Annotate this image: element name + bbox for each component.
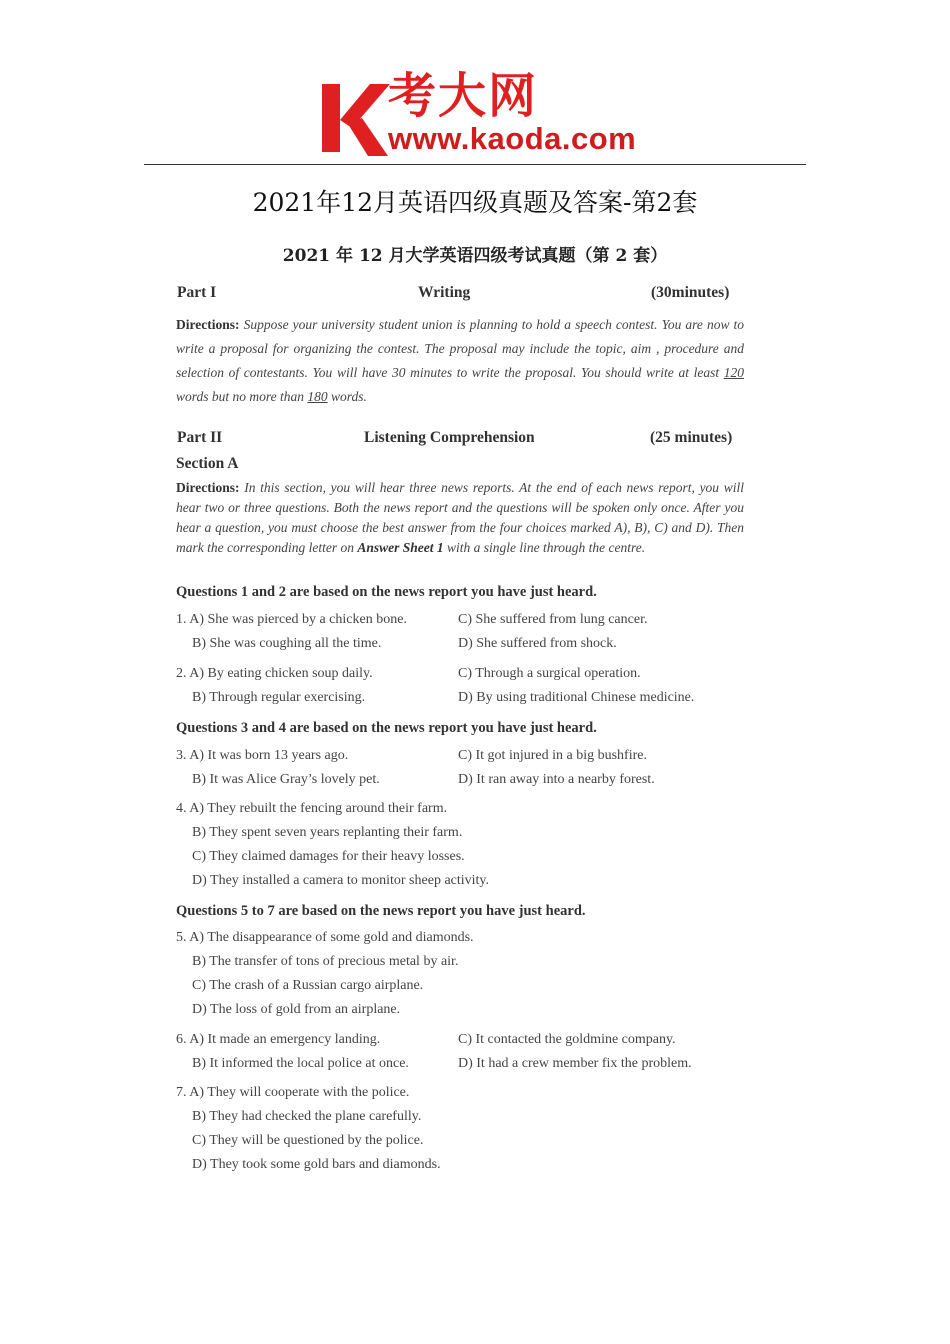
q1-option-c: C) She suffered from lung cancer. <box>458 612 648 627</box>
min-words: 120 <box>723 365 744 380</box>
q6-option-c: C) It contacted the goldmine company. <box>458 1032 676 1047</box>
logo-chinese-text: 考大网 <box>388 68 539 124</box>
page-title: 2021年12月英语四级真题及答案-第2套 <box>252 188 698 217</box>
q1-option-b: B) She was coughing all the time. <box>192 636 382 651</box>
directions-text: In this section, you will hear three news reports. At the end of each news report, you will hear two or three questions. Both the news report and the questions will be spoken only once. After you hear a question, you must choose the best answer from the four choices marked A), B), C) and D). Then mark the corresponding letter on Answer Sheet 1 with a single line through the centre. <box>176 480 745 555</box>
q4-option-b: B) They spent seven years replanting their farm. <box>192 825 463 840</box>
q5-option-a: 5. A) The disappearance of some gold and diamonds. <box>176 930 474 945</box>
exam-subtitle: 2021 年 12 月大学英语四级考试真题（第 2 套） <box>282 246 668 266</box>
q7-option-c: C) They will be questioned by the police. <box>192 1133 424 1148</box>
q7-option-b: B) They had checked the plane carefully. <box>192 1109 422 1124</box>
q1-option-a: 1. A) She was pierced by a chicken bone. <box>176 612 407 627</box>
part2-name: Listening Comprehension <box>364 429 535 446</box>
part1-time: (30minutes) <box>651 284 730 301</box>
kaoda-logo <box>318 70 648 162</box>
question-group-heading: Questions 1 and 2 are based on the news report you have just heard. <box>176 584 597 600</box>
part2-label: Part II <box>177 429 223 446</box>
q5-option-d: D) The loss of gold from an airplane. <box>192 1002 401 1017</box>
q3-option-c: C) It got injured in a big bushfire. <box>458 748 647 763</box>
q2-option-d: D) By using traditional Chinese medicine. <box>458 690 695 705</box>
q6-option-d: D) It had a crew member fix the problem. <box>458 1056 692 1071</box>
q1-option-d: D) She suffered from shock. <box>458 636 617 651</box>
q3-option-a: 3. A) It was born 13 years ago. <box>176 748 349 763</box>
logo-url-text: www.kaoda.com <box>388 121 637 156</box>
q7-option-d: D) They took some gold bars and diamonds. <box>192 1157 441 1172</box>
max-words: 180 <box>307 389 328 404</box>
q3-option-b: B) It was Alice Gray’s lovely pet. <box>192 772 380 787</box>
q5-option-b: B) The transfer of tons of precious metal by air. <box>192 954 459 969</box>
section-a-label: Section A <box>176 455 239 472</box>
q2-option-b: B) Through regular exercising. <box>192 690 366 705</box>
directions-label: Directions: <box>176 317 240 332</box>
q4-option-c: C) They claimed damages for their heavy losses. <box>192 849 465 864</box>
directions-label: Directions: <box>176 480 240 495</box>
question-group-heading: Questions 5 to 7 are based on the news report you have just heard. <box>176 903 586 919</box>
part2-directions <box>176 478 744 558</box>
part1-label: Part I <box>177 284 217 301</box>
k-logo-icon <box>318 78 390 158</box>
directions-text: Suppose your university student union is planning to hold a speech contest. You are now to write a proposal for organizing the contest. The proposal may include the topic, aim , procedure and selection of contestants. You will have 30 minutes to write the proposal. You should write at least 120 words but no more than 180 words. <box>176 317 745 404</box>
part2-time: (25 minutes) <box>650 429 733 446</box>
part1-directions <box>176 313 744 409</box>
q6-option-b: B) It informed the local police at once. <box>192 1056 409 1071</box>
header-divider <box>144 164 806 165</box>
question-group-heading: Questions 3 and 4 are based on the news report you have just heard. <box>176 720 597 736</box>
q6-option-a: 6. A) It made an emergency landing. <box>176 1032 381 1047</box>
q2-option-a: 2. A) By eating chicken soup daily. <box>176 666 373 681</box>
q3-option-d: D) It ran away into a nearby forest. <box>458 772 655 787</box>
answer-sheet-label: Answer Sheet 1 <box>357 540 444 555</box>
q2-option-c: C) Through a surgical operation. <box>458 666 641 681</box>
q4-option-a: 4. A) They rebuilt the fencing around their farm. <box>176 801 448 816</box>
q5-option-c: C) The crash of a Russian cargo airplane. <box>192 978 424 993</box>
part1-name: Writing <box>418 284 471 301</box>
q7-option-a: 7. A) They will cooperate with the police. <box>176 1085 410 1100</box>
q4-option-d: D) They installed a camera to monitor sheep activity. <box>192 873 490 888</box>
